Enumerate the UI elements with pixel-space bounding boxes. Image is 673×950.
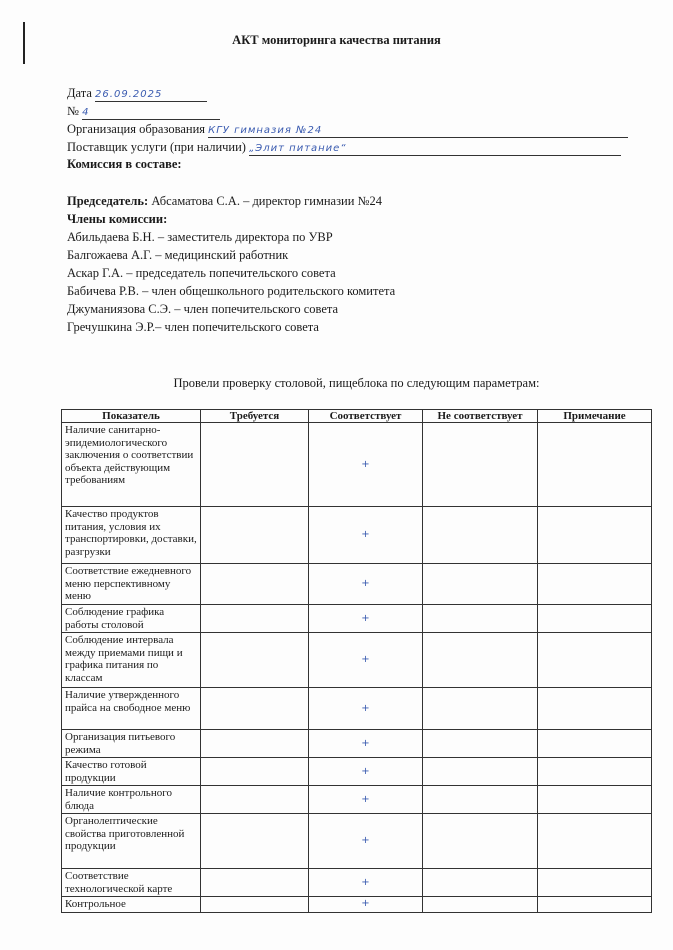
- table-row: [62, 633, 652, 688]
- table-row: [62, 897, 652, 912]
- match-cell: +: [309, 423, 423, 507]
- match-cell: +: [309, 507, 423, 564]
- table-row: [62, 869, 652, 897]
- table-row: [62, 564, 652, 605]
- date-value: 26.09.2025: [95, 89, 163, 100]
- number-field: [82, 104, 220, 120]
- chair-row: [67, 194, 382, 209]
- no-match-cell: [423, 730, 538, 758]
- required-cell: [201, 730, 309, 758]
- note-cell: [538, 814, 652, 869]
- match-cell: +: [309, 897, 423, 912]
- param-cell: Качество готовой продукции: [62, 758, 201, 786]
- no-match-cell: [423, 869, 538, 897]
- provider-label: Поставщик услуги (при наличии): [67, 140, 246, 154]
- match-cell: +: [309, 786, 423, 814]
- param-cell: Соответствие ежедневного меню перспективному меню: [62, 564, 201, 605]
- member-item: Абильдаева Б.Н. – заместитель директора по УВР: [67, 230, 333, 244]
- organization-field: [208, 122, 628, 138]
- param-cell: Соответствие технологической карте: [62, 869, 201, 897]
- required-cell: [201, 897, 309, 912]
- no-match-cell: [423, 564, 538, 605]
- param-cell: Органолептические свойства приготовленной продукции: [62, 814, 201, 869]
- header-match: Соответствует: [309, 410, 423, 423]
- table-row: [62, 688, 652, 730]
- number-row: [67, 104, 220, 120]
- required-cell: [201, 869, 309, 897]
- match-cell: +: [309, 758, 423, 786]
- note-cell: [538, 730, 652, 758]
- required-cell: [201, 605, 309, 633]
- provider-value: „Элит питание“: [249, 143, 347, 154]
- provider-field: [249, 140, 621, 156]
- members-heading: Члены комиссии:: [67, 212, 168, 226]
- match-cell: +: [309, 688, 423, 730]
- document-title: АКТ мониторинга качества питания: [232, 33, 441, 47]
- date-row: [67, 86, 207, 102]
- header-required: Требуется: [201, 410, 309, 423]
- table-row: [62, 730, 652, 758]
- param-cell: Наличие санитарно-эпидемиологического заключения о соответствии объекта действующим требованиям: [62, 423, 201, 507]
- date-label: Дата: [67, 86, 92, 100]
- commission-heading: Комиссия в составе:: [67, 157, 182, 171]
- table-row: [62, 423, 652, 507]
- header-note: Примечание: [538, 410, 652, 423]
- member-item: Джуманиязова С.Э. – член попечительского совета: [67, 302, 339, 316]
- organization-row: [67, 122, 628, 138]
- match-cell: +: [309, 605, 423, 633]
- param-cell: Качество продуктов питания, условия их транспортировки, доставки, разгрузки: [62, 507, 201, 564]
- note-cell: [538, 897, 652, 912]
- required-cell: [201, 507, 309, 564]
- date-field: [95, 86, 207, 102]
- no-match-cell: [423, 633, 538, 688]
- note-cell: [538, 758, 652, 786]
- table-row: [62, 605, 652, 633]
- member-item: Бабичева Р.В. – член общешкольного родительского комитета: [67, 284, 396, 298]
- no-match-cell: [423, 423, 538, 507]
- no-match-cell: [423, 897, 538, 912]
- chair-label: Председатель:: [67, 194, 149, 208]
- no-match-cell: [423, 507, 538, 564]
- note-cell: [538, 633, 652, 688]
- param-cell: Контрольное: [62, 897, 201, 912]
- member-item: Гречушкина Э.Р.– член попечительского совета: [67, 320, 319, 334]
- inspection-intro: Провели проверку столовой, пищеблока по следующим параметрам:: [173, 376, 540, 390]
- inspection-table: [61, 409, 652, 913]
- match-cell: +: [309, 564, 423, 605]
- param-cell: Соблюдение графика работы столовой: [62, 605, 201, 633]
- table-row: [62, 507, 652, 564]
- no-match-cell: [423, 605, 538, 633]
- member-item: Аскар Г.А. – председатель попечительского совета: [67, 266, 336, 280]
- number-value: 4: [82, 107, 90, 118]
- number-label: №: [67, 104, 79, 118]
- provider-row: [67, 140, 621, 156]
- match-cell: +: [309, 633, 423, 688]
- required-cell: [201, 423, 309, 507]
- param-cell: Наличие утвержденного прайса на свободное меню: [62, 688, 201, 730]
- chair-value: Абсаматова С.А. – директор гимназии №24: [151, 194, 382, 208]
- note-cell: [538, 869, 652, 897]
- required-cell: [201, 758, 309, 786]
- required-cell: [201, 564, 309, 605]
- param-cell: Организация питьевого режима: [62, 730, 201, 758]
- note-cell: [538, 423, 652, 507]
- param-cell: Наличие контрольного блюда: [62, 786, 201, 814]
- header-no-match: Не соответствует: [423, 410, 538, 423]
- note-cell: [538, 605, 652, 633]
- match-cell: +: [309, 814, 423, 869]
- organization-label: Организация образования: [67, 122, 206, 136]
- match-cell: +: [309, 869, 423, 897]
- no-match-cell: [423, 786, 538, 814]
- required-cell: [201, 688, 309, 730]
- required-cell: [201, 786, 309, 814]
- table-row: [62, 814, 652, 869]
- param-cell: Соблюдение интервала между приемами пищи и графика питания по классам: [62, 633, 201, 688]
- required-cell: [201, 814, 309, 869]
- member-item: Балгожаева А.Г. – медицинский работник: [67, 248, 289, 262]
- note-cell: [538, 507, 652, 564]
- note-cell: [538, 564, 652, 605]
- no-match-cell: [423, 758, 538, 786]
- note-cell: [538, 786, 652, 814]
- table-row: [62, 758, 652, 786]
- header-indicator: Показатель: [62, 410, 201, 423]
- match-cell: +: [309, 730, 423, 758]
- note-cell: [538, 688, 652, 730]
- table-header-row: [62, 410, 652, 423]
- required-cell: [201, 633, 309, 688]
- table-row: [62, 786, 652, 814]
- no-match-cell: [423, 814, 538, 869]
- no-match-cell: [423, 688, 538, 730]
- organization-value: КГУ гимназия №24: [208, 125, 323, 136]
